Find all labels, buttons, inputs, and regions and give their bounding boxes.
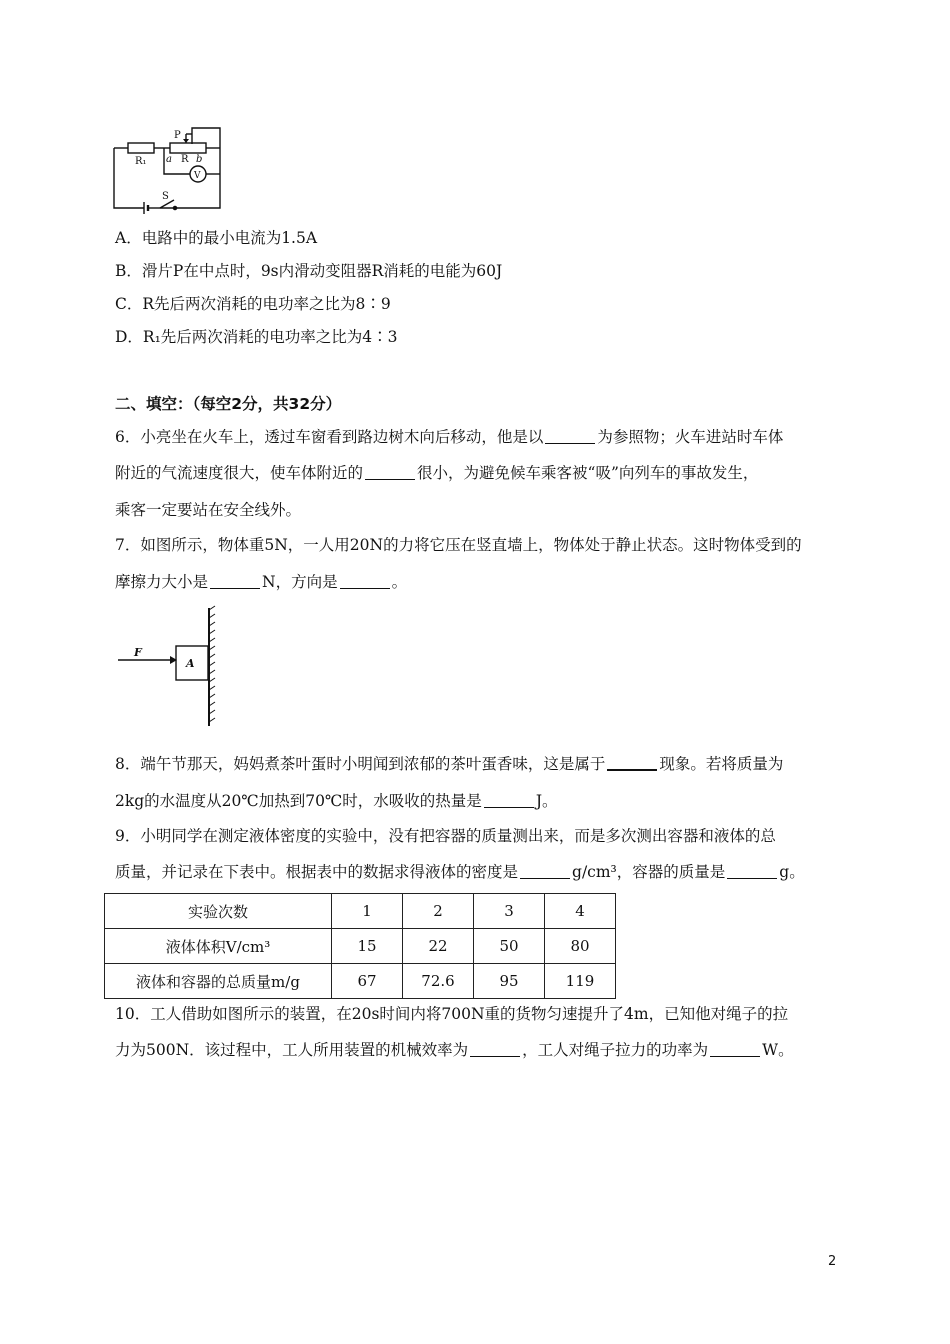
table-cell: 2 [403,894,474,929]
row-header: 实验次数 [105,894,332,929]
force-label: F [134,646,142,659]
answer-blank[interactable] [520,863,570,879]
table-cell: 95 [474,964,545,999]
q8-line1: 8．端午节那天，妈妈煮茶叶蛋时小明闻到浓郁的茶叶蛋香味，这是属于 现象。若将质量为 [115,755,784,773]
answer-blank[interactable] [607,754,657,771]
answer-blank[interactable] [340,573,390,589]
answer-blank[interactable] [470,1041,520,1057]
q9-line2: 质量，并记录在下表中。根据表中的数据求得液体的密度是 g/cm³，容器的质量是 g。 [115,863,805,881]
table-cell: 72.6 [403,964,474,999]
answer-blank[interactable] [710,1041,760,1057]
circuit-diagram [108,122,228,216]
wall-block-figure [112,604,224,728]
r-label: R [181,154,189,165]
answer-blank[interactable] [545,428,595,444]
q6-line2: 附近的气流速度很大，使车体附近的 很小，为避免候车乘客被“吸”向列车的事故发生， [115,464,759,482]
table-cell: 67 [332,964,403,999]
table-row [105,964,616,999]
b-label: b [196,154,203,165]
q6-line3: 乘客一定要站在安全线外。 [115,501,302,519]
table-row [105,929,616,964]
block-label: A [186,657,195,670]
option-c: C．R先后两次消耗的电功率之比为8∶9 [115,295,391,313]
v-label: V [194,171,201,181]
row-header: 液体体积V/cm³ [105,929,332,964]
r1-label: R₁ [135,156,147,167]
q6-line1: 6．小亮坐在火车上，透过车窗看到路边树木向后移动，他是以 为参照物；火车进站时车体 [115,428,784,446]
table-cell: 3 [474,894,545,929]
a-label: a [166,154,172,165]
table-cell: 22 [403,929,474,964]
q10-line2: 力为500N．该过程中，工人所用装置的机械效率为 ，工人对绳子拉力的功率为 W。 [115,1041,794,1059]
data-table [104,893,616,999]
option-d: D．R₁先后两次消耗的电功率之比为4∶3 [115,328,398,346]
section-heading: 二、填空：（每空2分，共32分） [115,395,342,413]
option-a: A．电路中的最小电流为1.5A [115,229,318,247]
row-header: 液体和容器的总质量m/g [105,964,332,999]
table-cell: 1 [332,894,403,929]
q10-line1: 10．工人借助如图所示的装置，在20s时间内将700N重的货物匀速提升了4m，已知他对绳子的拉 [115,1005,789,1023]
q8-line2: 2kg的水温度从20℃加热到70℃时，水吸收的热量是 J。 [115,792,558,810]
answer-blank[interactable] [210,573,260,589]
page-number: 2 [828,1254,837,1269]
table-cell: 15 [332,929,403,964]
table-cell: 50 [474,929,545,964]
p-label: P [174,130,181,141]
q7-line2: 摩擦力大小是 N，方向是 。 [115,573,408,591]
table-cell: 80 [545,929,616,964]
option-b: B．滑片P在中点时，9s内滑动变阻器R消耗的电能为60J [115,262,503,280]
table-row [105,894,616,929]
table-cell: 4 [545,894,616,929]
s-label: S [162,191,169,202]
answer-blank[interactable] [484,792,534,808]
q9-line1: 9．小明同学在测定液体密度的实验中，没有把容器的质量测出来，而是多次测出容器和液体的总 [115,827,776,845]
answer-blank[interactable] [727,863,777,879]
table-cell: 119 [545,964,616,999]
q7-line1: 7．如图所示，物体重5N，一人用20N的力将它压在竖直墙上，物体处于静止状态。这时物体受到的 [115,536,802,554]
answer-blank[interactable] [365,464,415,480]
